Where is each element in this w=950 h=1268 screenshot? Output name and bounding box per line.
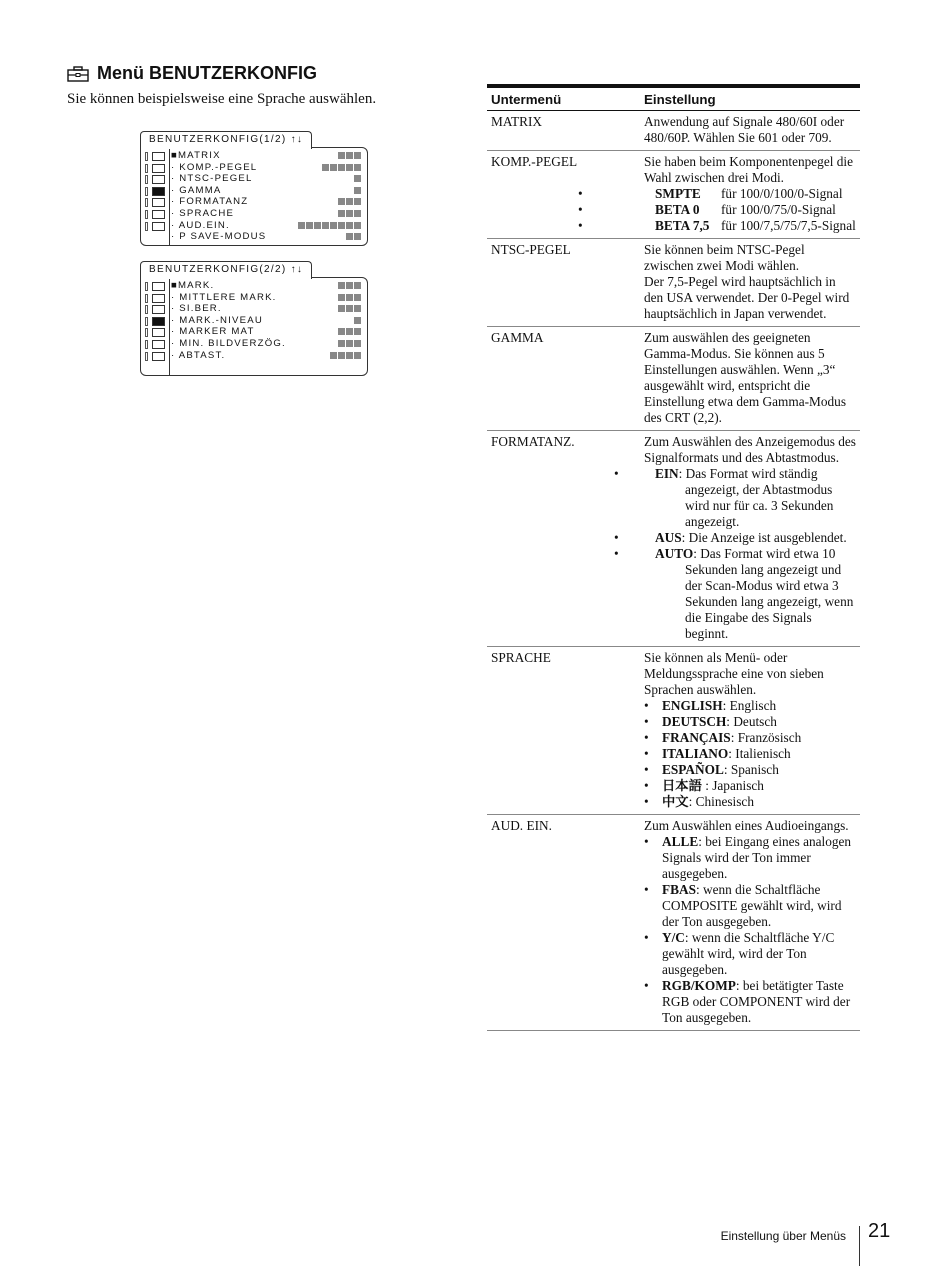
option-term: ESPAÑOL [662, 762, 724, 777]
display-icon [152, 210, 165, 219]
section-intro: Sie können beispielsweise eine Sprache auswählen. [67, 91, 377, 107]
option-text: für 100/7,5/75/7,5-Signal [721, 218, 856, 233]
option-text: : Das Format wird ständig angezeigt, der Abtastmodus wird nur für ca. 3 Sekunden angezeigt. [678, 466, 834, 529]
osd-category-row [143, 163, 169, 175]
osd-item-label: · SI.BER. [171, 303, 222, 315]
submenu-cell: AUD. EIN. [487, 815, 640, 1031]
footer-section-label: Einstellung über Menüs [720, 1229, 846, 1243]
option-text: : Chinesisch [688, 794, 754, 809]
osd-menu-item [171, 315, 361, 327]
osd-category-row [143, 174, 169, 186]
option-text: : Japanisch [701, 778, 764, 793]
option-list [644, 466, 856, 642]
osd-menu-item [171, 231, 361, 243]
option-text: : Die Anzeige ist ausgeblendet. [681, 530, 847, 545]
osd-menu-item [171, 185, 361, 197]
setting-cell [640, 239, 860, 327]
option-item [644, 882, 856, 930]
list-icon [152, 282, 165, 291]
option-item [644, 834, 856, 882]
osd-menu-item [171, 220, 361, 232]
option-item [644, 794, 856, 810]
toolbox-icon [67, 66, 89, 82]
setting-description: Zum auswählen des geeigneten Gamma-Modus. Sie können aus 5 Einstellungen auswählen. Wenn „3“ ausgewählt wird, entspricht die Einstellung etwa dem Gamma-Modus des CRT (2,2). [644, 330, 846, 425]
option-term: DEUTSCH [662, 714, 727, 729]
osd-category-row [143, 339, 169, 351]
input-icon [152, 305, 165, 314]
osd-menu-item [171, 150, 361, 162]
input-icon [152, 175, 165, 184]
osd-slot-marker [145, 198, 148, 207]
submenu-cell: SPRACHE [487, 647, 640, 815]
table-row [487, 151, 860, 239]
osd-item-label: · KOMP.-PEGEL [171, 161, 258, 173]
option-list [644, 834, 856, 1026]
option-text: : Englisch [722, 698, 777, 713]
osd-value-placeholder [354, 187, 361, 194]
option-item [644, 714, 856, 730]
osd-menu-title: BENUTZERKONFIG(2/2) ↑↓ [140, 261, 312, 279]
column-header-submenu: Untermenü [487, 84, 640, 111]
lock-icon [152, 222, 165, 231]
option-item [644, 730, 856, 746]
osd-item-list [171, 150, 361, 243]
option-text: : Das Format wird etwa 10 Sekunden lang angezeigt und der Scan-Modus wird etwa 3 Sekunden lang angezeigt, wenn die Eingabe des Signals beginnt. [685, 546, 854, 641]
option-list [644, 698, 856, 810]
lock-icon [152, 352, 165, 361]
osd-value-placeholder [338, 282, 361, 289]
osd-menu-item [171, 162, 361, 174]
option-term: BETA 7,5 [655, 218, 710, 233]
osd-value-placeholder [330, 352, 361, 359]
osd-menu-item [171, 338, 361, 350]
submenu-cell: FORMATANZ. [487, 431, 640, 647]
option-text: : wenn die Schaltfläche Y/C gewählt wird, wird der Ton ausgegeben. [662, 930, 835, 977]
submenu-cell: KOMP.-PEGEL [487, 151, 640, 239]
option-text: : bei Eingang eines analogen Signals wird der Ton immer ausgegeben. [662, 834, 852, 881]
option-term: ITALIANO [662, 746, 729, 761]
setting-cell [640, 647, 860, 815]
osd-value-placeholder [322, 164, 361, 171]
osd-item-label: · MARK.-NIVEAU [171, 314, 263, 326]
osd-menu-item [171, 208, 361, 220]
footer-divider [859, 1226, 860, 1266]
osd-slot-marker [145, 294, 148, 303]
osd-slot-marker [145, 340, 148, 349]
osd-category-row [143, 281, 169, 293]
table-header-row [487, 84, 860, 111]
setting-cell [640, 815, 860, 1031]
grid-icon [152, 164, 165, 173]
osd-item-label: ■MARK. [171, 280, 215, 291]
submenu-cell: MATRIX [487, 111, 640, 151]
option-item [644, 762, 856, 778]
osd-slot-marker [145, 328, 148, 337]
setting-description: Sie können als Menü- oder Meldungssprache eine von sieben Sprachen auswählen. [644, 650, 824, 697]
toolbox-icon [152, 187, 165, 196]
osd-item-label: · MIN. BILDVERZÖG. [171, 337, 286, 349]
osd-value-placeholder [346, 233, 361, 240]
option-item [644, 978, 856, 1026]
osd-item-label: · AUD.EIN. [171, 219, 230, 231]
osd-slot-marker [145, 317, 148, 326]
osd-item-label: · GAMMA [171, 184, 222, 196]
osd-slot-marker [145, 282, 148, 291]
option-item [644, 466, 856, 530]
osd-item-label: · FORMATANZ [171, 196, 249, 208]
grid-icon [152, 294, 165, 303]
setting-cell [640, 151, 860, 239]
option-text: für 100/0/100/0-Signal [721, 186, 843, 201]
setting-description: Sie können beim NTSC-Pegel zwischen zwei Modi wählen. [644, 242, 805, 273]
option-term: BETA 0 [655, 202, 700, 217]
gamma-icon [152, 198, 165, 207]
osd-category-row [143, 316, 169, 328]
column-header-setting: Einstellung [640, 84, 860, 111]
option-term: ALLE [662, 834, 699, 849]
osd-value-placeholder [354, 317, 361, 324]
osd-category-row [143, 304, 169, 316]
osd-menu-item [171, 326, 361, 338]
osd-category-row [143, 221, 169, 233]
table-row [487, 111, 860, 151]
option-text: : Französisch [730, 730, 802, 745]
table-row [487, 647, 860, 815]
setting-description: Sie haben beim Komponentenpegel die Wahl zwischen drei Modi. [644, 154, 853, 185]
osd-slot-marker [145, 187, 148, 196]
option-item [644, 530, 856, 546]
option-item [644, 746, 856, 762]
osd-category-row [143, 186, 169, 198]
option-item [644, 186, 856, 202]
submenu-cell: GAMMA [487, 327, 640, 431]
option-term: ENGLISH [662, 698, 723, 713]
page-number: 21 [868, 1220, 891, 1242]
option-text: : Deutsch [726, 714, 777, 729]
osd-value-placeholder [298, 222, 361, 229]
option-item [644, 778, 856, 794]
osd-value-placeholder [354, 175, 361, 182]
osd-slot-marker [145, 305, 148, 314]
setting-description: Zum Auswählen des Anzeigemodus des Signalformats und des Abtastmodus. [644, 434, 856, 465]
osd-value-placeholder [338, 305, 361, 312]
osd-value-placeholder [338, 294, 361, 301]
table-row [487, 431, 860, 647]
osd-value-placeholder [338, 340, 361, 347]
option-list [644, 186, 856, 234]
osd-menu-1 [140, 131, 368, 249]
option-item [644, 930, 856, 978]
option-term: Y/C [662, 930, 685, 945]
osd-category-row [143, 197, 169, 209]
gamma-icon [152, 328, 165, 337]
osd-category-row [143, 327, 169, 339]
option-term: SMPTE [655, 186, 701, 201]
osd-category-row [143, 209, 169, 221]
osd-item-label: · SPRACHE [171, 207, 235, 219]
option-item [644, 698, 856, 714]
osd-value-placeholder [338, 198, 361, 205]
section-heading [67, 63, 317, 84]
display-icon [152, 340, 165, 349]
toolbox-icon [152, 317, 165, 326]
osd-menu-frame [140, 147, 368, 246]
osd-menu-frame [140, 277, 368, 376]
option-term: FBAS [662, 882, 696, 897]
osd-icon-column [143, 151, 169, 232]
option-term: EIN [655, 466, 679, 481]
osd-menu-title: BENUTZERKONFIG(1/2) ↑↓ [140, 131, 312, 149]
osd-item-label: · P SAVE-MODUS [171, 231, 267, 243]
osd-item-label: · MITTLERE MARK. [171, 291, 277, 303]
section-title: Menü BENUTZERKONFIG [97, 63, 317, 83]
osd-slot-marker [145, 175, 148, 184]
option-term: AUS [655, 530, 682, 545]
option-item [644, 202, 856, 218]
table-row [487, 239, 860, 327]
setting-description: Zum Auswählen eines Audioeingangs. [644, 818, 849, 833]
option-text: für 100/0/75/0-Signal [721, 202, 836, 217]
table-row [487, 815, 860, 1031]
osd-menu-item [171, 280, 361, 292]
osd-slot-marker [145, 222, 148, 231]
option-text: : Spanisch [723, 762, 779, 777]
osd-category-row [143, 351, 169, 363]
osd-menu-item [171, 196, 361, 208]
osd-menu-item [171, 292, 361, 304]
setting-cell [640, 327, 860, 431]
osd-slot-marker [145, 164, 148, 173]
osd-menu-item [171, 350, 361, 362]
option-item [644, 218, 856, 234]
osd-menu-2 [140, 261, 368, 379]
osd-item-list [171, 280, 361, 361]
osd-item-label: ■MATRIX [171, 150, 221, 161]
setting-description-extra: Der 7,5-Pegel wird hauptsächlich in den USA verwendet. Der 0-Pegel wird hauptsächlich in Japan verwendet. [644, 274, 850, 321]
table-row [487, 327, 860, 431]
osd-slot-marker [145, 352, 148, 361]
osd-category-row [143, 151, 169, 163]
osd-category-row [143, 293, 169, 305]
osd-value-placeholder [338, 328, 361, 335]
option-text: : wenn die Schaltfläche COMPOSITE gewählt wird, wird der Ton ausgegeben. [662, 882, 842, 929]
option-item [644, 546, 856, 642]
osd-item-label: · ABTAST. [171, 349, 226, 361]
list-icon [152, 152, 165, 161]
option-term: 日本語 [662, 778, 702, 793]
setting-cell [640, 431, 860, 647]
option-term: AUTO [655, 546, 694, 561]
osd-icon-column [143, 281, 169, 362]
option-text: : bei betätigter Taste RGB oder COMPONENT wird der Ton ausgegeben. [662, 978, 851, 1025]
setting-cell [640, 111, 860, 151]
osd-menu-item [171, 303, 361, 315]
osd-slot-marker [145, 210, 148, 219]
submenu-cell: NTSC-PEGEL [487, 239, 640, 327]
option-term: RGB/KOMP [662, 978, 736, 993]
setting-description: Anwendung auf Signale 480/60I oder 480/60P. Wählen Sie 601 oder 709. [644, 114, 845, 145]
osd-item-label: · NTSC-PEGEL [171, 173, 253, 185]
osd-value-placeholder [338, 210, 361, 217]
settings-table [487, 84, 860, 1031]
option-term: 中文 [662, 794, 689, 809]
osd-item-label: · MARKER MAT [171, 326, 255, 338]
option-term: FRANÇAIS [662, 730, 731, 745]
osd-slot-marker [145, 152, 148, 161]
osd-value-placeholder [338, 152, 361, 159]
option-text: : Italienisch [728, 746, 791, 761]
osd-menu-item [171, 173, 361, 185]
